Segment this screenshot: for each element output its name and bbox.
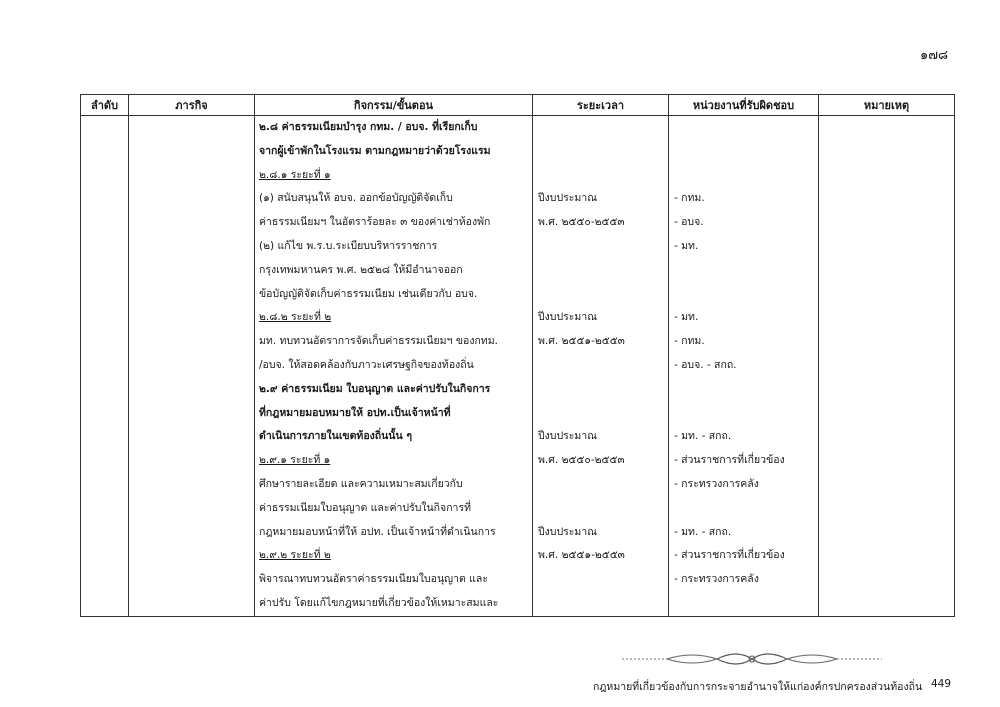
activity-line: ค่าธรรมเนียมใบอนุญาต และค่าปรับในกิจการที่ xyxy=(259,501,472,514)
activity-line: มท. ทบทวนอัตราการจัดเก็บค่าธรรมเนียมฯ ของกทม. xyxy=(259,335,498,348)
agency-line: - อบจ. xyxy=(674,216,704,229)
period-line: ปีงบประมาณ xyxy=(538,525,597,538)
table-row xyxy=(81,116,955,617)
agency-line: - มท. - สกถ. xyxy=(674,525,732,538)
period-line xyxy=(533,473,668,497)
activity-line: ค่าปรับ โดยแก้ไขกฎหมายที่เกี่ยวข้องให้เหมาะสมและ xyxy=(259,596,499,609)
order-cell xyxy=(81,116,129,617)
period-line xyxy=(533,164,668,188)
agency-line: - กทม. xyxy=(674,192,705,205)
period-line xyxy=(533,354,668,378)
agency-line xyxy=(669,497,818,521)
agency-line xyxy=(669,402,818,426)
period-line: พ.ศ. ๒๕๕๑-๒๕๕๓ xyxy=(538,549,625,562)
agency-line: - กทม. xyxy=(674,335,705,348)
page-number: ๑๗๘ xyxy=(919,48,948,63)
activity-line: พิจารณาทบทวนอัตราค่าธรรมเนียมใบอนุญาต และ xyxy=(259,573,488,586)
activity-line: ๒.๙.๑ ระยะที่ ๑ xyxy=(259,454,331,467)
period-line xyxy=(533,259,668,283)
agency-line xyxy=(669,378,818,402)
activity-line: กฎหมายมอบหน้าที่ให้ อปท. เป็นเจ้าหน้าที่ดำเนินการ xyxy=(259,525,496,538)
agency-line xyxy=(669,140,818,164)
period-line: ปีงบประมาณ xyxy=(538,311,597,324)
header-remarks: หมายเหตุ xyxy=(819,95,955,116)
agency-line xyxy=(669,259,818,283)
agency-line: - มท. xyxy=(674,311,699,324)
activity-line: ค่าธรรมเนียมฯ ในอัตราร้อยละ ๓ ของค่าเช่าห้องพัก xyxy=(259,216,491,229)
table-header-row xyxy=(81,95,955,116)
activity-line: ดำเนินการภายในเขตท้องถิ่นนั้น ๆ xyxy=(259,430,412,443)
header-mission: ภารกิจ xyxy=(129,95,255,116)
agency-line: - กระทรวงการคลัง xyxy=(674,573,759,586)
header-agency: หน่วยงานที่รับผิดชอบ xyxy=(669,95,819,116)
agency-line xyxy=(669,164,818,188)
activity-line: (๑) สนับสนุนให้ อบจ. ออกข้อบัญญัติจัดเก็บ xyxy=(259,192,453,205)
footer-title: กฎหมายที่เกี่ยวข้องกับการกระจายอำนาจให้แก่องค์กรปกครองส่วนท้องถิ่น xyxy=(593,681,923,693)
period-line xyxy=(533,568,668,592)
period-line xyxy=(533,402,668,426)
agency-line: - อบจ. - สกถ. xyxy=(674,358,737,371)
activity-line: ที่กฎหมายมอบหมายให้ อปท.เป็นเจ้าหน้าที่ xyxy=(259,406,451,419)
period-line: พ.ศ. ๒๕๕๑-๒๕๕๓ xyxy=(538,335,625,348)
agency-cell xyxy=(669,116,819,617)
period-line: พ.ศ. ๒๕๕๐-๒๕๕๓ xyxy=(538,216,625,229)
activity-cell xyxy=(255,116,533,617)
agency-line xyxy=(669,116,818,140)
activity-line: /อบจ. ให้สอดคล้องกับภาวะเศรษฐกิจของท้องถิ่น xyxy=(259,358,474,371)
activity-line: ๒.๙.๒ ระยะที่ ๒ xyxy=(259,549,331,562)
period-line xyxy=(533,140,668,164)
period-line xyxy=(533,283,668,307)
activity-line: (๒) แก้ไข พ.ร.บ.ระเบียบบริหารราชการ xyxy=(259,239,438,252)
footer-page-number: 449 xyxy=(931,678,952,690)
activity-line: ๒.๘.๒ ระยะที่ ๒ xyxy=(259,311,332,324)
header-activity: กิจกรรม/ขั้นตอน xyxy=(255,95,533,116)
header-order: ลำดับ xyxy=(81,95,129,116)
activity-line: ๒.๘ ค่าธรรมเนียมบำรุง กทม. / อบจ. ที่เรียกเก็บ xyxy=(259,121,478,133)
period-line xyxy=(533,378,668,402)
agency-line: - กระทรวงการคลัง xyxy=(674,477,759,490)
period-cell xyxy=(533,116,669,617)
agency-line xyxy=(669,283,818,307)
mission-cell xyxy=(129,116,255,617)
schedule-table xyxy=(80,94,955,617)
agency-line: - มท. xyxy=(674,239,699,252)
decorative-ornament xyxy=(622,648,882,670)
activity-line: ๒.๙ ค่าธรรมเนียม ใบอนุญาต และค่าปรับในกิจการ xyxy=(259,382,491,395)
remarks-cell xyxy=(819,116,955,617)
activity-line: กรุงเทพมหานคร พ.ศ. ๒๕๒๘ ให้มีอำนาจออก xyxy=(259,263,463,276)
period-line xyxy=(533,235,668,259)
period-line xyxy=(533,497,668,521)
header-period: ระยะเวลา xyxy=(533,95,669,116)
activity-line: ศึกษารายละเอียด และความเหมาะสมเกี่ยวกับ xyxy=(259,477,463,490)
activity-line: ๒.๘.๑ ระยะที่ ๑ xyxy=(259,168,331,181)
period-line xyxy=(533,116,668,140)
period-line: ปีงบประมาณ xyxy=(538,192,597,205)
agency-line: - มท. - สกถ. xyxy=(674,430,732,443)
agency-line xyxy=(669,592,818,616)
agency-line: - ส่วนราชการที่เกี่ยวข้อง xyxy=(674,549,785,562)
agency-line: - ส่วนราชการที่เกี่ยวข้อง xyxy=(674,454,785,467)
period-line: พ.ศ. ๒๕๕๐-๒๕๕๓ xyxy=(538,454,625,467)
activity-line: จากผู้เข้าพักในโรงแรม ตามกฎหมายว่าด้วยโรงแรม xyxy=(259,144,491,157)
period-line: ปีงบประมาณ xyxy=(538,430,597,443)
activity-line: ข้อบัญญัติจัดเก็บค่าธรรมเนียม เช่นเดียวกับ อบจ. xyxy=(259,287,478,300)
period-line xyxy=(533,592,668,616)
